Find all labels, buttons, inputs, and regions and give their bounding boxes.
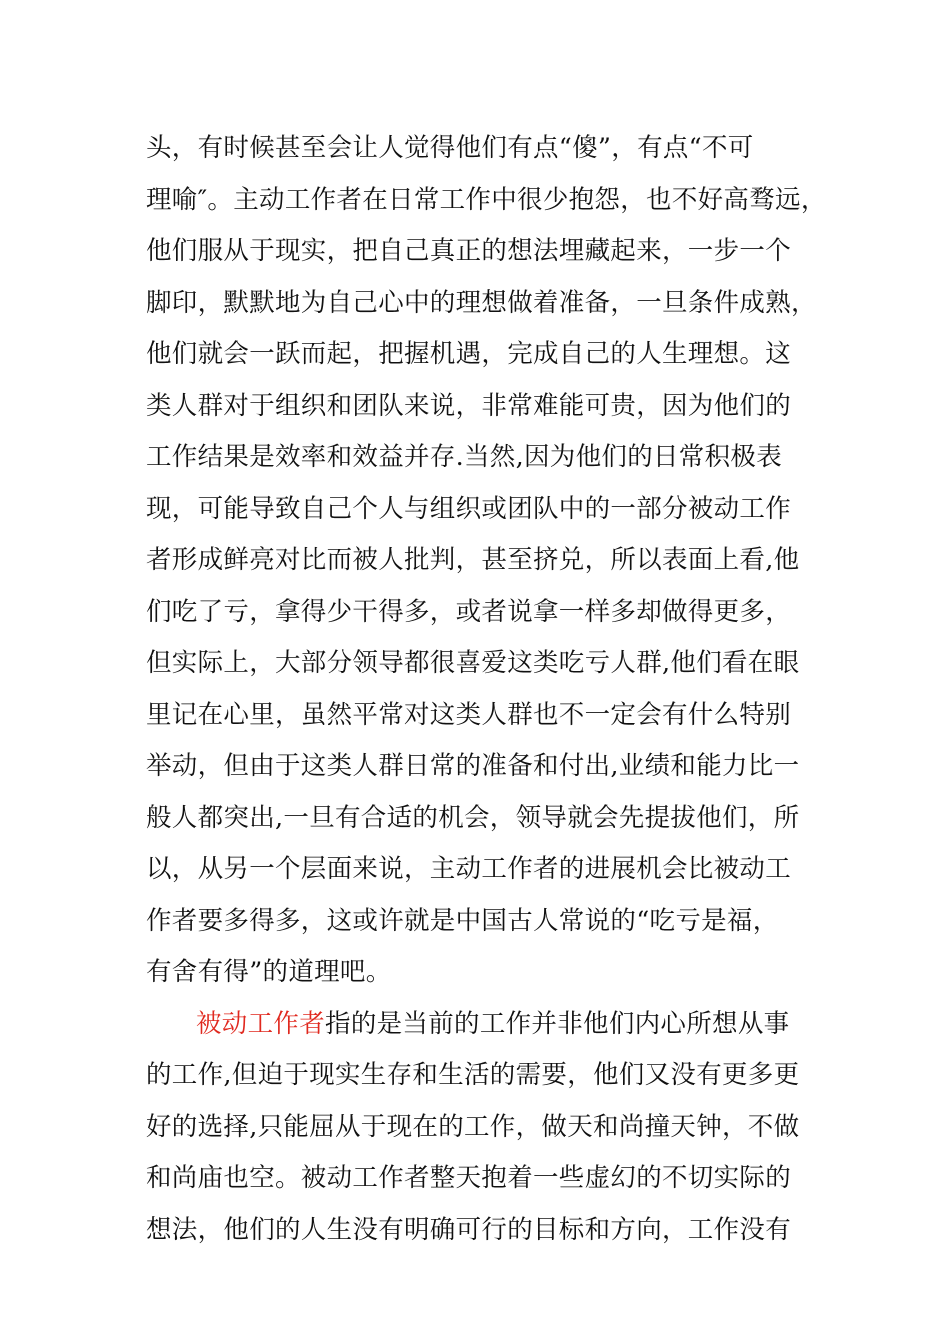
text-line: 好的选择,只能屈从于现在的工作，做天和尚撞天钟，不做 bbox=[146, 1112, 800, 1142]
text-line: 他们就会一跃而起，把握机遇，完成自己的人生理想。这 bbox=[146, 339, 792, 369]
text-line: 作者要多得多，这或许就是中国古人常说的“吃亏是福， bbox=[146, 906, 779, 936]
text-line: 们吃了亏，拿得少干得多，或者说拿一样多却做得更多， bbox=[146, 597, 792, 627]
text-line: 理喻″。主动工作者在日常工作中很少抱怨，也不好高骛远， bbox=[146, 185, 827, 215]
text-line: 般人都突出,一旦有合适的机会，领导就会先提拔他们，所 bbox=[146, 803, 800, 833]
text-line-rest: 指的是当前的工作并非他们内心所想从事 bbox=[325, 1009, 790, 1039]
text-line: 但实际上，大部分领导都很喜爱这类吃亏人群,他们看在眼 bbox=[146, 648, 800, 678]
highlighted-term: 被动工作者 bbox=[196, 1009, 326, 1039]
text-line: 脚印，默默地为自己心中的理想做着准备，一旦条件成熟， bbox=[146, 288, 817, 318]
text-line: 现，可能导致自己个人与组织或团队中的一部分被动工作 bbox=[146, 494, 792, 524]
text-line: 和尚庙也空。被动工作者整天抱着一些虚幻的不切实际的 bbox=[146, 1163, 792, 1193]
text-line: 者形成鲜亮对比而被人批判，甚至挤兑，所以表面上看,他 bbox=[146, 545, 800, 575]
text-line: 类人群对于组织和团队来说，非常难能可贵，因为他们的 bbox=[146, 391, 792, 421]
text-line: 他们服从于现实，把自己真正的想法埋藏起来，一步一个 bbox=[146, 236, 792, 266]
text-line: 里记在心里，虽然平常对这类人群也不一定会有什么特别 bbox=[146, 700, 792, 730]
text-line: 工作结果是效率和效益并存.当然,因为他们的日常积极表 bbox=[146, 442, 783, 472]
text-line: 头，有时候甚至会让人觉得他们有点“傻”，有点“不可 bbox=[146, 133, 754, 163]
text-line: 想法，他们的人生没有明确可行的目标和方向，工作没有 bbox=[146, 1215, 792, 1245]
paragraph-first-line bbox=[196, 1008, 789, 1040]
text-line: 有舍有得”的道理吧。 bbox=[146, 957, 392, 987]
text-line: 以，从另一个层面来说，主动工作者的进展机会比被动工 bbox=[146, 854, 792, 884]
text-line: 举动，但由于这类人群日常的准备和付出,业绩和能力比一 bbox=[146, 751, 800, 781]
text-line: 的工作,但迫于现实生存和生活的需要，他们又没有更多更 bbox=[146, 1060, 800, 1090]
